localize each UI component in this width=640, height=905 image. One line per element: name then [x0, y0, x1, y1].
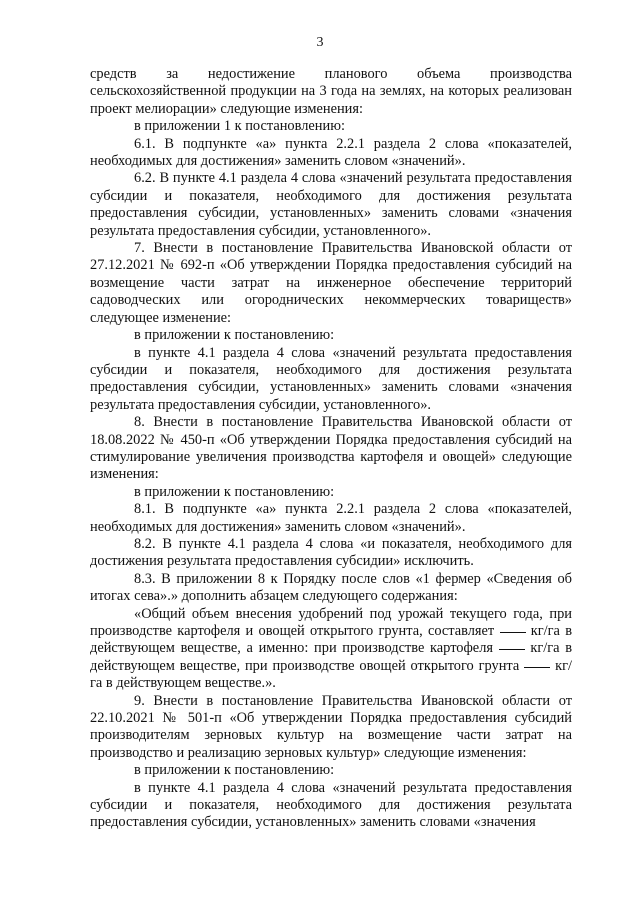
paragraph: 8.3. В приложении 8 к Порядку после слов «1 фермер «Сведения об итогах сева».» дополнить абзацем следующего содержания:: [90, 570, 572, 605]
fertilizer-text-part: «Общий объем внесения удобрений под урожай текущего года, при производстве картофеля и овощей открытого грунта, составляет: [90, 605, 572, 639]
paragraph: в приложении к постановлению:: [134, 762, 335, 779]
fertilizer-text-part: кг/га в действующем веществе, при производстве овощей открытого грунта: [90, 640, 572, 674]
paragraph: в приложении 1 к постановлению:: [134, 118, 345, 135]
paragraph: 8.2. В пункте 4.1 раздела 4 слова «и показателя, необходимого для достижения результата предоставления субсидии» исключить.: [90, 535, 572, 570]
paragraph: средств за недостижение планового объема производства сельскохозяйственной продукции на 3 года на землях, на которых реализован проект мелиорации» следующие изменения:: [90, 66, 572, 117]
page-number: 3: [316, 35, 324, 50]
paragraph: 8.1. В подпункте «а» пункта 2.2.1 раздела 2 слова «показателей, необходимых для достижения» заменить словом «значений».: [90, 501, 572, 535]
paragraph: 6.2. В пункте 4.1 раздела 4 слова «значений результата предоставления субсидии и показателя, необходимого для достижения результата предоставления субсидии, установленных» заменить словами «значения результата предоставления субсидии, установленного».: [90, 170, 572, 239]
document-body: [90, 66, 572, 832]
blank-line: [500, 631, 526, 633]
fertilizer-paragraph: [90, 606, 572, 693]
fertilizer-text-part: кг/га в действующем веществе.».: [90, 657, 572, 692]
paragraph: в приложении к постановлению:: [134, 327, 335, 344]
paragraph: в пункте 4.1 раздела 4 слова «значений результата предоставления субсидии и показателя, необходимого для достижения результата предоставления субсидии, установленных» заменить словами «значения: [90, 779, 572, 831]
paragraph: в пункте 4.1 раздела 4 слова «значений результата предоставления субсидии и показателя, необходимого для достижения результата предоставления субсидии, установленных» заменить словами «значения результата предоставления субсидии, установленного».: [90, 344, 572, 413]
paragraph: 7. Внести в постановление Правительства Ивановской области от 27.12.2021 № 692-п «Об утверждении Порядка предоставления субсидий на возмещение части затрат на инженерное обеспечение территорий садоводческих или огороднических некоммерческих товариществ» следующее изменение:: [90, 240, 572, 326]
paragraph: 6.1. В подпункте «а» пункта 2.2.1 раздела 2 слова «показателей, необходимых для достижения» заменить словом «значений».: [90, 135, 572, 170]
paragraph: в приложении к постановлению:: [134, 483, 335, 500]
paragraph: 9. Внести в постановление Правительства Ивановской области от 22.10.2021 № 501-п «Об утверждении Порядка предоставления субсидий производителям зерновых культур на возмещение части затрат на производство и реализацию зерновых культур» следующие изменения:: [90, 692, 572, 761]
blank-line: [499, 648, 525, 650]
paragraph: 8. Внести в постановление Правительства Ивановской области от 18.08.2022 № 450-п «Об утверждении Порядка предоставления субсидий на стимулирование увеличения производства картофеля и овощей» следующие изменения:: [90, 414, 572, 483]
fertilizer-text-part: кг/га в действующем веществе, а именно: при производстве картофеля: [90, 623, 572, 657]
blank-line: [524, 666, 550, 668]
